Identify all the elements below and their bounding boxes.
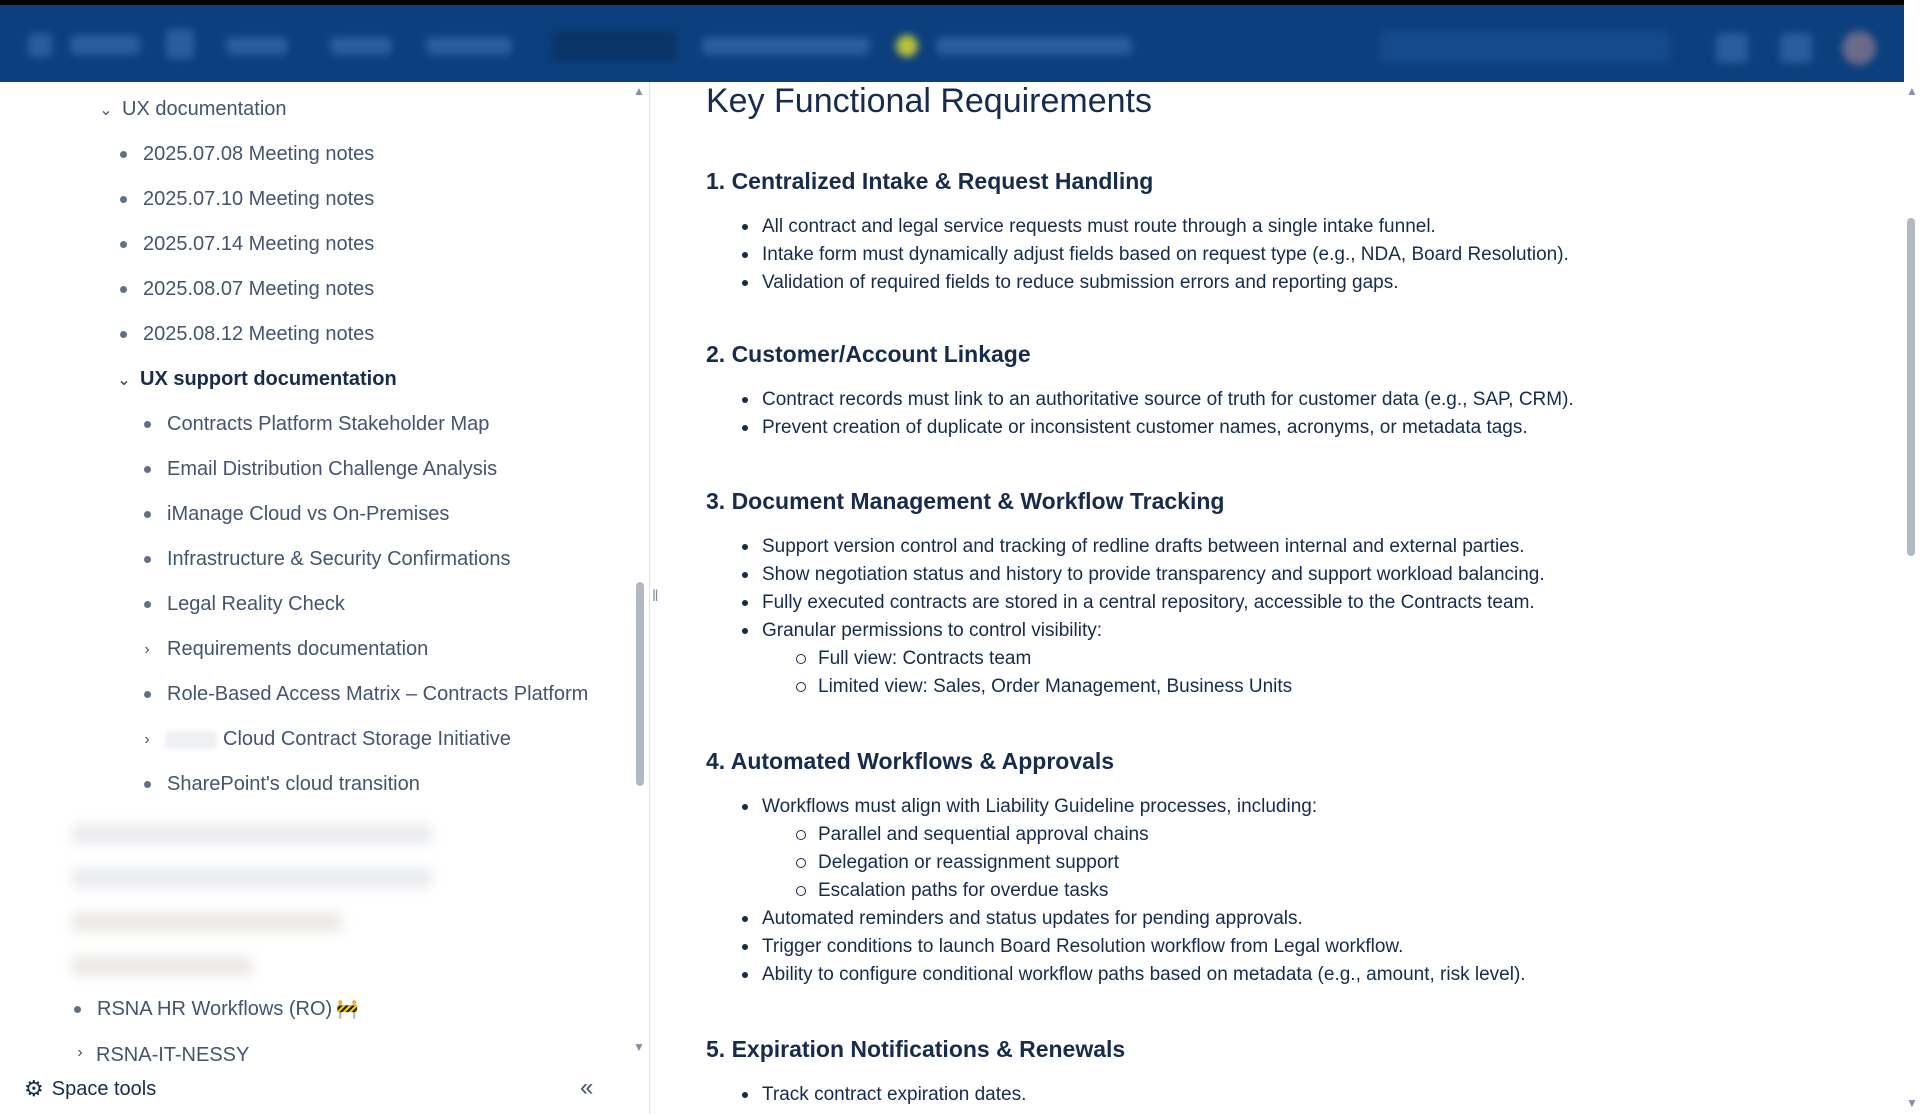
sub-list-item: Parallel and sequential approval chains (818, 824, 1149, 845)
page-scroll-down-icon[interactable]: ▼ (1906, 1096, 1918, 1110)
tree-item-label: 2025.07.10 Meeting notes (143, 188, 375, 210)
notifications-icon[interactable] (1716, 33, 1748, 63)
tree-item-label: RSNA HR Workflows (RO) (97, 998, 333, 1020)
tree-item-rsna-it-nessy[interactable] (70, 1044, 249, 1062)
nav-item[interactable] (226, 37, 288, 55)
tree-item-label: iManage Cloud vs On-Premises (167, 503, 450, 525)
tree-item-label: RSNA-IT-NESSY (96, 1044, 250, 1062)
bullet-icon (120, 286, 127, 293)
logo[interactable] (70, 35, 140, 55)
tree-item-page[interactable] (144, 593, 345, 616)
space-tools-button[interactable] (24, 1076, 156, 1102)
tree-item-rsna-hr-workflows[interactable] (74, 998, 359, 1021)
bullet-icon (120, 151, 127, 158)
chevron-right-icon[interactable]: › (77, 1044, 83, 1061)
tree-item-label: Contracts Platform Stakeholder Map (167, 413, 490, 435)
tree-item-label: 2025.08.07 Meeting notes (143, 278, 375, 300)
chevron-down-icon[interactable]: ⌄ (99, 101, 113, 119)
tree-item-meeting-notes[interactable] (120, 323, 374, 346)
section-heading: 5. Expiration Notifications & Renewals (706, 1036, 1126, 1062)
section-heading: 2. Customer/Account Linkage (706, 341, 1031, 367)
space-tools-label: Space tools (51, 1077, 157, 1100)
tree-item-page[interactable] (144, 503, 449, 526)
tree-item-label: 2025.07.14 Meeting notes (143, 233, 375, 255)
list-item: Granular permissions to control visibility: (762, 620, 1103, 641)
collapse-sidebar-button[interactable]: « (580, 1074, 594, 1101)
tree-item-label: 2025.07.08 Meeting notes (143, 143, 375, 165)
blurred-tree-item[interactable] (72, 868, 432, 888)
page-scrollbar[interactable] (1907, 218, 1915, 556)
tree-item-cloud-contract-storage[interactable] (137, 728, 511, 751)
list-item: Trigger conditions to launch Board Resolution workflow from Legal workflow. (762, 936, 1404, 957)
sub-list-item: Limited view: Sales, Order Management, Business Units (818, 676, 1293, 697)
bullet-icon (144, 601, 151, 608)
tree-item-meeting-notes[interactable] (120, 233, 374, 256)
list-item: Automated reminders and status updates for pending approvals. (762, 908, 1303, 929)
avatar[interactable] (1842, 31, 1876, 65)
top-navigation-bar (0, 0, 1904, 82)
sidebar-scroll-up-icon[interactable]: ▲ (633, 84, 645, 98)
nav-item[interactable] (166, 29, 194, 59)
nav-item[interactable] (426, 37, 512, 55)
gear-icon: ⚙ (24, 1076, 44, 1101)
list-item: Workflows must align with Liability Guideline processes, including: (762, 796, 1318, 817)
bullet-icon (144, 781, 151, 788)
sidebar-scroll-down-icon[interactable]: ▼ (633, 1040, 645, 1054)
tree-item-label: Email Distribution Challenge Analysis (167, 458, 498, 480)
tree-item-label: 2025.08.12 Meeting notes (143, 323, 375, 345)
tree-item-label: SharePoint's cloud transition (167, 773, 420, 795)
tree-item-label: Legal Reality Check (167, 593, 345, 615)
list-item: Show negotiation status and history to provide transparency and support workload balancing. (762, 564, 1545, 585)
bullet-icon (144, 466, 151, 473)
nav-item[interactable] (702, 37, 870, 55)
section-heading: 4. Automated Workflows & Approvals (706, 748, 1115, 774)
sidebar-page-tree (0, 82, 650, 1114)
tree-item-label: Role-Based Access Matrix – Contracts Platform (167, 683, 589, 705)
help-icon[interactable] (1780, 33, 1812, 63)
bullet-icon (144, 556, 151, 563)
nav-item[interactable] (330, 37, 392, 55)
construction-badge-icon: 🚧 (336, 999, 359, 1019)
tree-item-label: UX support documentation (140, 368, 397, 390)
page-title: Key Functional Requirements (706, 82, 1153, 120)
bullet-icon (120, 196, 127, 203)
tree-item-page[interactable] (144, 683, 588, 706)
chevron-down-icon[interactable]: ⌄ (117, 371, 131, 389)
sidebar-resize-handle[interactable]: ‖ (652, 588, 659, 605)
blurred-tree-item[interactable] (72, 956, 252, 976)
list-item: Track contract expiration dates. (762, 1084, 1027, 1105)
bullet-icon (144, 511, 151, 518)
tree-item-ux-support-documentation[interactable] (114, 368, 397, 391)
blurred-tree-item[interactable] (72, 912, 342, 932)
list-item: Intake form must dynamically adjust fields based on request type (e.g., NDA, Board Resolution). (762, 244, 1569, 265)
tree-item-meeting-notes[interactable] (120, 188, 374, 211)
bullet-icon (144, 691, 151, 698)
bullet-icon (120, 331, 127, 338)
section-heading: 1. Centralized Intake & Request Handling (706, 168, 1154, 194)
chevron-right-icon[interactable]: › (144, 730, 150, 748)
tree-item-page[interactable] (144, 548, 510, 571)
search-input[interactable] (1380, 31, 1670, 63)
bullet-icon (120, 241, 127, 248)
tree-item-requirements-documentation[interactable] (137, 638, 428, 661)
bullet-icon (74, 1006, 81, 1013)
blurred-tree-item[interactable] (72, 824, 432, 844)
app-switcher-icon[interactable] (28, 33, 52, 57)
chevron-right-icon[interactable]: › (144, 640, 150, 658)
tree-item-label: Cloud Contract Storage Initiative (223, 728, 511, 750)
create-button[interactable] (552, 31, 676, 61)
list-item: Fully executed contracts are stored in a central repository, accessible to the Contracts team. (762, 592, 1535, 613)
list-item: All contract and legal service requests must route through a single intake funnel. (762, 216, 1436, 237)
list-item: Support version control and tracking of redline drafts between internal and external parties. (762, 536, 1525, 557)
tree-item-meeting-notes[interactable] (120, 143, 374, 166)
sub-list-item: Full view: Contracts team (818, 648, 1032, 669)
sidebar-scrollbar[interactable] (636, 582, 644, 786)
sub-list-item: Escalation paths for overdue tasks (818, 880, 1109, 901)
tree-item-page[interactable] (144, 458, 497, 481)
tree-item-meeting-notes[interactable] (120, 278, 374, 301)
tree-item-label: UX documentation (122, 98, 287, 120)
nav-item[interactable] (936, 37, 1132, 55)
status-dot-icon (896, 35, 918, 57)
tree-item-label: Infrastructure & Security Confirmations (167, 548, 511, 570)
page-content (706, 82, 1886, 1114)
tree-item-page[interactable] (144, 413, 489, 436)
tree-item-page[interactable] (144, 773, 420, 796)
page-scroll-up-icon[interactable]: ▲ (1906, 84, 1918, 98)
tree-item-label: Requirements documentation (167, 638, 429, 660)
section-heading: 3. Document Management & Workflow Tracking (706, 488, 1225, 514)
list-item: Ability to configure conditional workflow paths based on metadata (e.g., amount, risk level). (762, 964, 1526, 985)
sub-list-item: Delegation or reassignment support (818, 852, 1120, 873)
redacted-text (165, 731, 217, 749)
list-item: Prevent creation of duplicate or inconsistent customer names, acronyms, or metadata tags. (762, 417, 1528, 438)
tree-item-ux-documentation[interactable] (96, 98, 287, 121)
list-item: Validation of required fields to reduce submission errors and reporting gaps. (762, 272, 1399, 293)
list-item: Contract records must link to an authoritative source of truth for customer data (e.g., SAP, CRM). (762, 389, 1574, 410)
bullet-icon (144, 421, 151, 428)
